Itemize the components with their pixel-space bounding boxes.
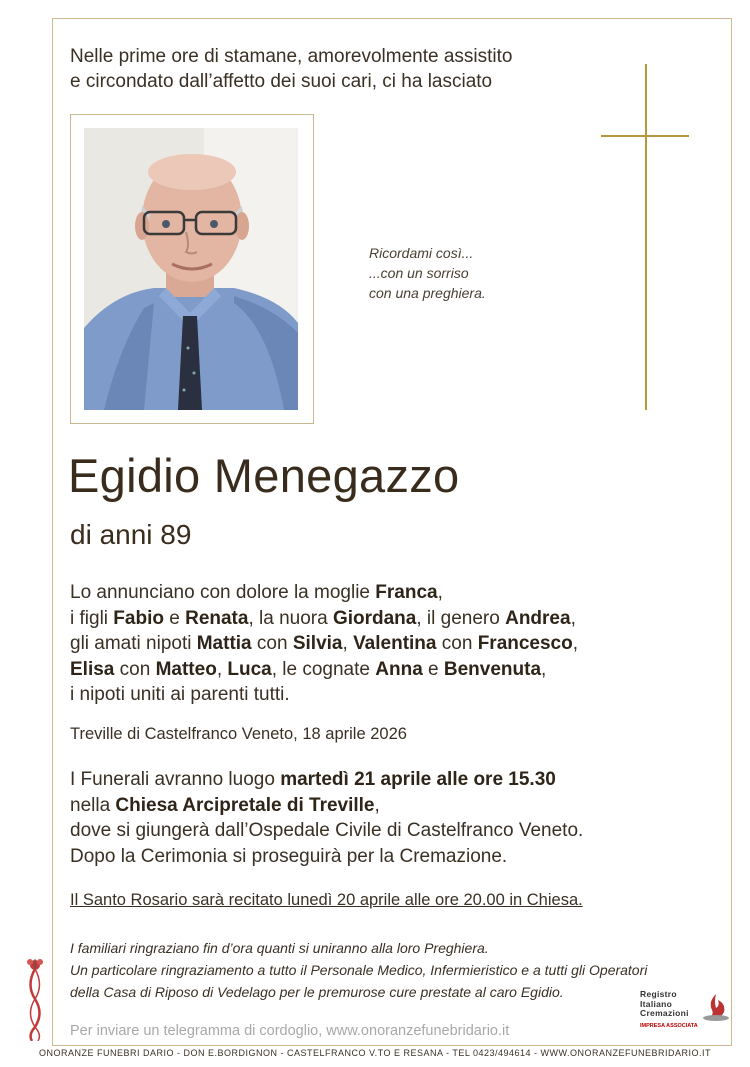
thanks-line: I familiari ringraziano fin d’ora quanti si uniranno alla loro Preghiera. xyxy=(70,940,489,956)
quote-line: ...con un sorriso xyxy=(369,265,469,281)
text-span: con xyxy=(251,633,293,654)
text-span: , xyxy=(342,633,354,654)
funeral-datetime: martedì 21 aprile alle ore 15.30 xyxy=(280,769,556,790)
family-name: Valentina xyxy=(353,633,437,654)
registry-logo xyxy=(640,990,735,1034)
text-span: I Funerali avranno luogo xyxy=(70,769,281,790)
text-span: , xyxy=(572,633,579,654)
text-span: con xyxy=(114,658,156,680)
text-span: , xyxy=(570,607,576,629)
text-span: e xyxy=(163,607,186,629)
family-name: Luca xyxy=(227,658,272,680)
family-name: Renata xyxy=(185,607,249,629)
deceased-age: di anni 89 xyxy=(70,519,192,550)
text-span: , xyxy=(216,658,228,680)
footer-text: ONORANZE FUNEBRI DARIO - DON E.BORDIGNON - CASTELFRANCO V.TO E RESANA - TEL 0423/494614 - WWW.ONORANZEFUNEBRIDARIO.IT xyxy=(38,1048,712,1058)
ribbon-graphic xyxy=(22,955,48,1041)
text-span: , xyxy=(374,794,380,816)
family-name: Mattia xyxy=(196,633,252,654)
thanks-text xyxy=(70,937,647,1003)
text-span: , xyxy=(541,658,547,680)
family-name: Fabio xyxy=(113,607,164,629)
thanks-line: della Casa di Riposo di Vedelago per le premurose cure prestate al caro Egidio. xyxy=(70,984,564,1000)
announcement-line xyxy=(70,580,578,606)
rosary-notice: Il Santo Rosario sarà recitato lunedì 20 aprile alle ore 20.00 in Chiesa. xyxy=(70,891,583,909)
funeral-church: Chiesa Arcipretale di Treville xyxy=(115,794,375,816)
family-name: Franca xyxy=(375,582,438,603)
family-name: Elisa xyxy=(70,658,115,680)
funeral-line: dove si giungerà dall’Ospedale Civile di Castelfranco Veneto. xyxy=(70,820,584,841)
text-span: i figli xyxy=(70,607,114,629)
text-span: , la nuora xyxy=(248,607,333,629)
registry-subtitle: IMPRESA ASSOCIATA xyxy=(640,1023,698,1029)
intro-line: Nelle prime ore di stamane, amorevolmente assistito xyxy=(70,46,513,67)
family-name: Matteo xyxy=(155,658,217,680)
family-name: Andrea xyxy=(505,607,571,629)
ribbon-icon xyxy=(22,955,48,1041)
place-date: Treville di Castelfranco Veneto, 18 aprile 2026 xyxy=(70,725,407,743)
registry-name xyxy=(640,990,689,1019)
text-span: con xyxy=(436,633,478,654)
announcement-line xyxy=(70,606,578,632)
text-span: gli amati nipoti xyxy=(70,633,197,654)
cross-icon xyxy=(645,64,647,410)
telegram-link-text: Per inviare un telegramma di cordoglio, www.onoranzefunebridario.it xyxy=(70,1023,510,1039)
registry-line: Registro xyxy=(640,989,677,999)
cross-icon-bar xyxy=(601,135,689,137)
quote-line: Ricordami così... xyxy=(369,245,474,261)
thanks-line: Un particolare ringraziamento a tutto il Personale Medico, Infermieristico e a tutti gli Operatori xyxy=(70,962,648,978)
text-span: Lo annunciano con dolore la moglie xyxy=(70,582,376,603)
family-name: Giordana xyxy=(332,607,417,629)
deceased-name: Egidio Menegazzo xyxy=(68,449,460,502)
announcement-line xyxy=(70,657,578,683)
intro-line: e circondato dall’affetto dei suoi cari, ci ha lasciato xyxy=(70,71,493,92)
text-span: nella xyxy=(70,794,116,816)
funeral-line xyxy=(70,793,583,819)
memorial-quote xyxy=(369,243,486,303)
announcement-line: i nipoti uniti ai parenti tutti. xyxy=(70,684,290,705)
registry-line: Cremazioni xyxy=(640,1008,689,1018)
intro-text xyxy=(70,44,630,94)
text-span: e xyxy=(422,658,444,680)
text-span: , xyxy=(437,582,443,603)
funeral-line xyxy=(70,767,583,793)
announcement-line xyxy=(70,631,578,657)
text-span: , le cognate xyxy=(271,658,376,680)
family-name: Francesco xyxy=(477,633,573,654)
deceased-photo xyxy=(84,128,298,410)
family-name: Silvia xyxy=(292,633,343,654)
funeral-info xyxy=(70,767,583,869)
flame-icon xyxy=(700,992,732,1022)
quote-line: con una preghiera. xyxy=(369,285,486,301)
text-span: , il genero xyxy=(416,607,506,629)
announcement-text xyxy=(70,580,578,708)
funeral-line: Dopo la Cerimonia si proseguirà per la Cremazione. xyxy=(70,845,508,867)
registry-line: Italiano xyxy=(640,998,673,1009)
family-name: Benvenuta xyxy=(443,658,542,680)
family-name: Anna xyxy=(375,658,423,680)
portrait-illustration xyxy=(84,128,298,410)
